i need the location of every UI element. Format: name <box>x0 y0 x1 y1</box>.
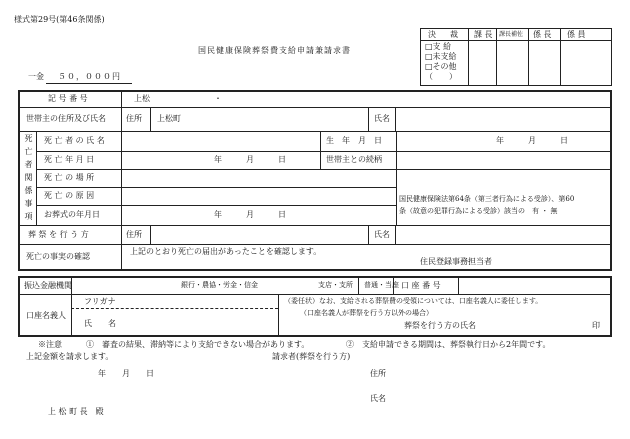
divider <box>468 28 469 86</box>
funeral-host-name-label: 氏名 <box>374 230 390 239</box>
col-line <box>320 131 321 169</box>
relation-label: 世帯主との続柄 <box>326 155 382 164</box>
note-2: ② 支給申請できる期間は、葬祭執行日から2年間です。 <box>346 340 551 349</box>
col-line <box>368 225 369 244</box>
claimant-label: 請求者(葬祭を行う方) <box>272 352 351 361</box>
symbol-number-value[interactable]: 上松 <box>134 94 150 103</box>
death-confirm-text: 上記のとおり死亡の届出があったことを確認します。 <box>130 247 322 256</box>
funeral-host-label: 葬 祭 を 行 う 方 <box>28 230 89 239</box>
section-chief-label: 課 長 <box>474 30 493 39</box>
funeral-date-format[interactable]: 年 月 日 <box>214 210 286 219</box>
claim-date-format[interactable]: 年 月 日 <box>98 369 154 378</box>
decision-label: 決 裁 <box>428 30 461 39</box>
row-line <box>36 205 396 206</box>
row-line <box>71 308 278 309</box>
notes-heading: ※注意 <box>38 340 62 349</box>
account-type[interactable]: 普通・当座 <box>364 281 399 289</box>
claimant-name-label: 氏名 <box>370 394 386 403</box>
death-date-label: 死 亡 年 月 日 <box>44 155 95 164</box>
seal-mark: 印 <box>592 321 600 330</box>
death-cause-label: 死 亡 の 原 因 <box>44 191 95 200</box>
deceased-group-label: 死亡者関係事項 <box>24 134 33 225</box>
row-line <box>36 151 612 152</box>
col-line <box>458 276 459 294</box>
col-line <box>368 107 369 131</box>
row-line <box>18 131 612 132</box>
col-line <box>121 90 122 271</box>
row-line <box>18 244 612 245</box>
funeral-date-label: お葬式の年月日 <box>44 210 100 219</box>
deputy-label: 課長補佐 <box>499 31 524 38</box>
account-holder-label: 口座名義人 <box>26 311 66 320</box>
address-value[interactable]: 上松町 <box>157 114 181 123</box>
law-note-line2: 条（故意の犯罪行為による受診）該当の 有 ・ 無 <box>399 207 558 215</box>
staff-label: 係 員 <box>567 30 586 39</box>
deceased-name-label: 死 亡 者 の 氏 名 <box>44 136 105 145</box>
note-1: ① 審査の結果、滞納等により支給できない場合があります。 <box>86 340 310 349</box>
birth-date-format[interactable]: 年 月 日 <box>496 136 568 145</box>
amount-underline <box>46 83 132 84</box>
death-place-label: 死 亡 の 場 所 <box>44 173 95 182</box>
addressee: 上 松 町 長 殿 <box>48 407 104 416</box>
householder-label: 世帯主の住所及び氏名 <box>26 114 106 123</box>
option-no-pay: □未支給 <box>425 52 457 61</box>
col-line <box>396 131 397 169</box>
row-line <box>36 169 612 170</box>
claimant-address-label: 住所 <box>370 369 386 378</box>
law-note-line1: 国民健康保険法第64条（第三者行為による受診）、第60 <box>399 195 575 203</box>
death-date-format[interactable]: 年 月 日 <box>214 155 286 164</box>
bank-types[interactable]: 銀行・農協・労金・信金 <box>181 281 258 289</box>
chief-label: 係 長 <box>533 30 552 39</box>
name-label: 氏名 <box>374 114 390 123</box>
divider <box>528 28 529 86</box>
bank-institution-label: 振込金融機関 <box>24 281 72 290</box>
divider <box>560 28 561 86</box>
col-line <box>36 131 37 225</box>
row-line <box>18 107 612 108</box>
col-line <box>150 225 151 244</box>
account-number-label: 口 座 番 号 <box>401 281 441 290</box>
col-line <box>396 169 397 225</box>
request-text: 上記金額を請求します。 <box>26 352 114 361</box>
amount-prefix: 一金 <box>28 72 44 81</box>
col-line <box>395 225 396 244</box>
address-label: 住所 <box>126 114 142 123</box>
row-line <box>36 187 396 188</box>
document-title: 国民健康保険葬祭費支給申請兼請求書 <box>198 46 351 55</box>
death-confirm-label: 死亡の事実の確認 <box>26 252 90 261</box>
delegation-signer-label: 葬祭を行う方の氏名 <box>404 321 476 330</box>
col-line <box>150 107 151 131</box>
col-line <box>395 107 396 131</box>
delegation-line1: （委任状）なお、支給される葬祭費の受領については、口座名義人に委任します。 <box>284 297 543 305</box>
birth-date-label: 生 年 月 日 <box>326 136 382 145</box>
symbol-number-dot: ・ <box>214 94 222 103</box>
option-pay: □支 給 <box>425 42 452 51</box>
option-other: □その他 <box>425 62 457 71</box>
col-line <box>358 276 359 294</box>
registrar-label: 住民登録事務担当者 <box>420 257 492 266</box>
delegation-line2: （口座名義人が葬祭を行う方以外の場合） <box>300 309 433 317</box>
funeral-host-address-label: 住所 <box>126 230 142 239</box>
divider <box>420 40 612 41</box>
holder-name-label: 氏 名 <box>84 319 116 328</box>
col-line <box>278 294 279 337</box>
furigana-label: フリガナ <box>84 297 116 306</box>
row-line <box>18 294 612 295</box>
branch-types[interactable]: 支店・支所 <box>318 281 353 289</box>
amount-value: ５０，０００円 <box>58 72 121 81</box>
row-line <box>18 225 612 226</box>
symbol-number-label: 記 号 番 号 <box>48 94 88 103</box>
divider <box>496 28 497 86</box>
form-number: 様式第29号(第46条関係) <box>14 15 105 24</box>
option-other-detail: （ ） <box>425 72 457 81</box>
